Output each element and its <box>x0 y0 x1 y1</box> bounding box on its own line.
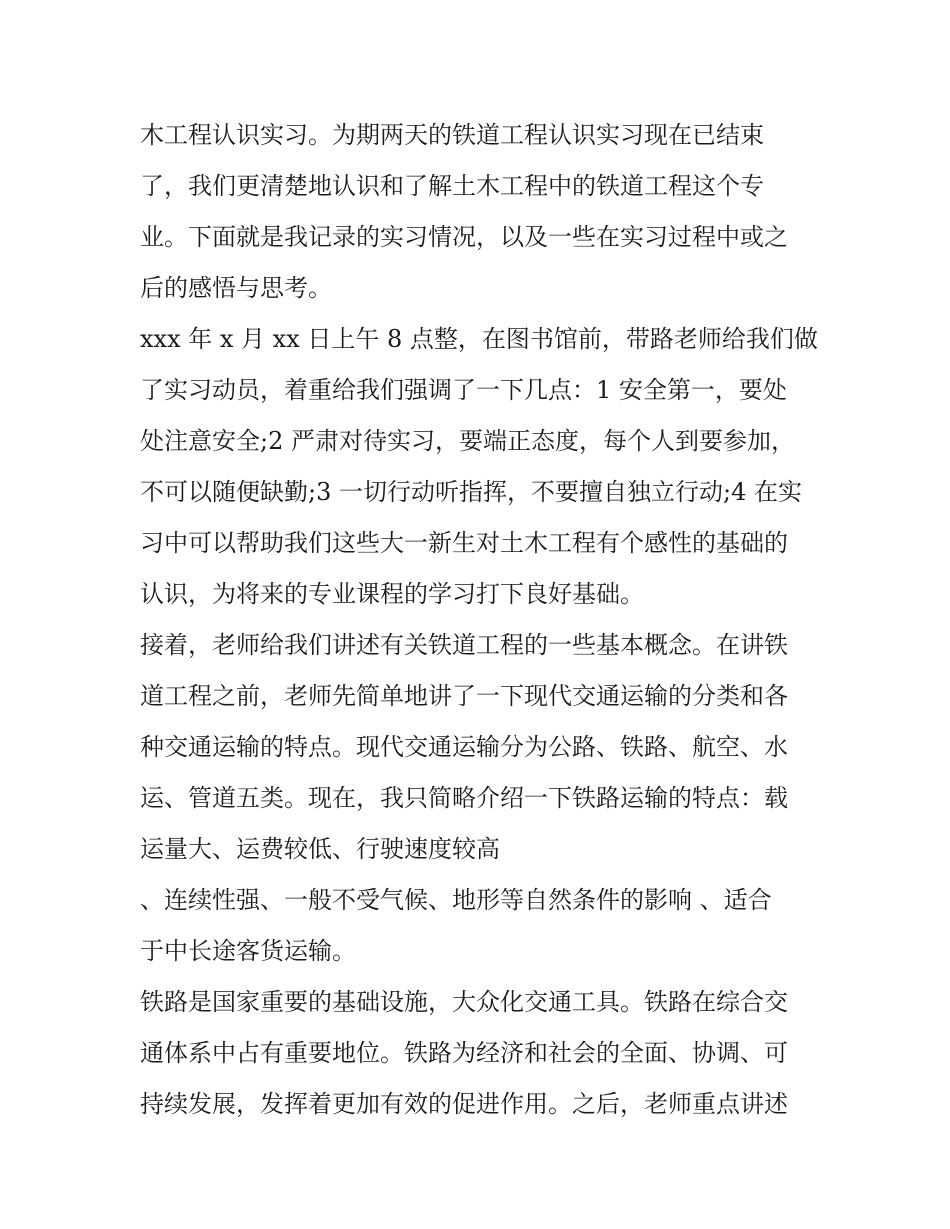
text-line: 木工程认识实习。为期两天的铁道工程认识实习现在已结束 <box>140 121 764 149</box>
text-line: 业。下面就是我记录的实习情况，以及一些在实习过程中或之 <box>140 223 788 251</box>
text-line: 处注意安全;2 严肃对待实习，要端正态度，每个人到要参加， <box>140 427 795 455</box>
text-line: 习中可以帮助我们这些大一新生对土木工程有个感性的基础的 <box>140 529 788 557</box>
text-line: 种交通运输的特点。现代交通运输分为公路、铁路、航空、水 <box>140 733 788 761</box>
text-line: 道工程之前，老师先简单地讲了一下现代交通运输的分类和各 <box>140 682 788 710</box>
document-body <box>140 110 820 1130</box>
text-line: 于中长途客货运输。 <box>140 937 356 965</box>
text-line: 不可以随便缺勤;3 一切行动听指挥，不要擅自独立行动;4 在实 <box>140 478 802 506</box>
text-line: xxx 年 x 月 xx 日上午 8 点整，在图书馆前，带路老师给我们做 <box>140 325 818 353</box>
text-line: 了，我们更清楚地认识和了解土木工程中的铁道工程这个专 <box>140 172 764 200</box>
text-line: 通体系中占有重要地位。铁路为经济和社会的全面、协调、可 <box>140 1039 788 1067</box>
text-line: 运量大、运费较低、行驶速度较高 <box>140 835 500 863</box>
text-line: 持续发展，发挥着更加有效的促进作用。之后，老师重点讲述 <box>140 1090 788 1118</box>
text-line: 认识，为将来的专业课程的学习打下良好基础。 <box>140 580 644 608</box>
text-line: 了实习动员，着重给我们强调了一下几点：1 安全第一，要处 <box>140 376 787 404</box>
text-line: 、连续性强、一般不受气候、地形等自然条件的影响 、适合 <box>140 886 772 914</box>
text-line: 后的感悟与思考。 <box>140 274 332 302</box>
text-line: 运、管道五类。现在，我只简略介绍一下铁路运输的特点：载 <box>140 784 788 812</box>
text-line: 铁路是国家重要的基础设施，大众化交通工具。铁路在综合交 <box>140 988 788 1016</box>
text-line: 接着，老师给我们讲述有关铁道工程的一些基本概念。在讲铁 <box>140 631 788 659</box>
